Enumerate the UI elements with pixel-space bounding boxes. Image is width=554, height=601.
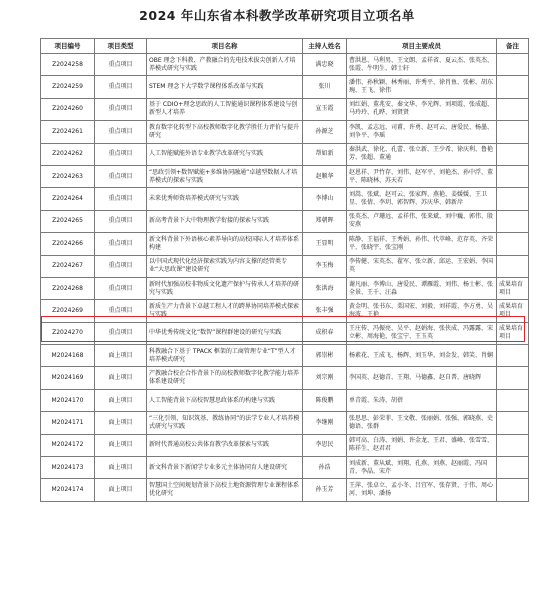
- cell-note: 成果培育项目: [497, 322, 529, 344]
- cell-num: Z2024261: [41, 121, 95, 143]
- column-header: 项目名称: [147, 39, 303, 54]
- project-table: [40, 38, 529, 502]
- cell-name: 新文科背景下新闻学专业多元主体协同育人建设研究: [147, 457, 303, 479]
- cell-note: [497, 233, 529, 255]
- table-row: [41, 165, 529, 187]
- cell-host: 孙玉芳: [303, 479, 347, 501]
- cell-num: M2024173: [41, 457, 95, 479]
- cell-name: “三化引领、知识筑基、教练协同”的法学专业人才培养模式研究与实践: [147, 412, 303, 434]
- table-row: [41, 367, 529, 389]
- cell-host: 李继刚: [303, 412, 347, 434]
- cell-host: 满忠晓: [303, 54, 347, 76]
- column-header: 备注: [497, 39, 529, 54]
- cell-name: 新时代加强高校非物质文化遗产保护与传承人才培养的研究与实践: [147, 277, 303, 299]
- cell-name: 人工智能赋能外语专业教学改革研究与实践: [147, 143, 303, 165]
- cell-num: Z2024267: [41, 255, 95, 277]
- cell-note: [497, 457, 529, 479]
- cell-host: 李思民: [303, 434, 347, 456]
- cell-host: 李博山: [303, 188, 347, 210]
- cell-note: [497, 76, 529, 98]
- cell-name: 新质生产力背景下卓越工程人才的跨界协同培养模式探索与实践: [147, 300, 303, 322]
- cell-name: 教育数字化转型下高校教师数字化教学胜任力评价与提升研究: [147, 121, 303, 143]
- cell-type: 重点项目: [95, 255, 147, 277]
- cell-name: OBE 理念下科教、产教融合的先电技术拔尖创新人才培养模式研究与实践: [147, 54, 303, 76]
- table-row: [41, 389, 529, 411]
- cell-members: 赵恩祥、尹竹存、刘伟、赵军平、刘艳杰、孙中浮、董平、陈晓林、苏天若: [347, 165, 497, 187]
- column-header: 项目主要成员: [347, 39, 497, 54]
- cell-note: [497, 188, 529, 210]
- cell-num: M2024174: [41, 479, 95, 501]
- cell-members: 杨素花、王成飞、杨辉、刘玉华、刘金发、韩笑、肖娴: [347, 345, 497, 367]
- cell-num: Z2024270: [41, 322, 95, 344]
- cell-note: 成果培育项目: [497, 277, 529, 299]
- document-title: 2024 年山东省本科教学改革研究项目立项名单: [139, 8, 415, 23]
- cell-name: 中华优秀传统文化“数智”课程群建设的研究与实践: [147, 322, 303, 344]
- highlight-box: [41, 316, 525, 342]
- cell-note: [497, 121, 529, 143]
- cell-members: 刘红娟、董兆安、秦文华、李光辉、刘项霞、张成超、马玲玲、孔晔、刘贤贤: [347, 98, 497, 120]
- cell-host: 成积春: [303, 322, 347, 344]
- column-header: 主持人姓名: [303, 39, 347, 54]
- cell-name: 产教融合校企合作背景下的高校教师数字化教学能力培养体系建设研究: [147, 367, 303, 389]
- cell-type: 面上项目: [95, 479, 147, 501]
- cell-note: [497, 210, 529, 232]
- cell-num: Z2024263: [41, 165, 95, 187]
- table-row: [41, 121, 529, 143]
- cell-members: 李凯、孟志远、司甫、许勇、赵可云、唐爱民、杨墨、刘争平、李瑶: [347, 121, 497, 143]
- table-row: [41, 412, 529, 434]
- cell-name: 基于 CDIO+理念思政的人工智能通识课程体系建设与创新型人才培养: [147, 98, 303, 120]
- cell-note: [497, 165, 529, 187]
- column-header: 项目类型: [95, 39, 147, 54]
- cell-host: 郭崇彬: [303, 345, 347, 367]
- table-row: [41, 98, 529, 120]
- cell-num: Z2024268: [41, 277, 95, 299]
- cell-note: [497, 345, 529, 367]
- cell-host: 刘宗刚: [303, 367, 347, 389]
- table-header-row: [41, 39, 529, 54]
- cell-note: [497, 255, 529, 277]
- cell-host: 张丰强: [303, 300, 347, 322]
- table-row: [41, 457, 529, 479]
- cell-note: [497, 479, 529, 501]
- cell-host: 孙浩: [303, 457, 347, 479]
- cell-name: 以中国式现代化经济探索实践为内容支撑的经管类专业“大思政课”建设研究: [147, 255, 303, 277]
- cell-note: [497, 389, 529, 411]
- table-row: [41, 210, 529, 232]
- cell-type: 重点项目: [95, 188, 147, 210]
- cell-note: [497, 367, 529, 389]
- cell-host: 李玉梅: [303, 255, 347, 277]
- cell-note: [497, 143, 529, 165]
- cell-type: 重点项目: [95, 300, 147, 322]
- cell-type: 重点项目: [95, 322, 147, 344]
- cell-host: 帮如新: [303, 143, 347, 165]
- cell-members: 黄金明、张书东、栗国宏、刘毅、刘祥霞、李方勇、吴海波、王艳: [347, 300, 497, 322]
- cell-members: 王庄传、冯振亮、吴平、赵娟海、张侠成、冯露露、宋立彬、周海艳、张宝宁、王玉英: [347, 322, 497, 344]
- cell-members: 韩可高、白涛、刘娟、许金龙、王君、盛峰、张雪雪、陈祥生、赵君君: [347, 434, 497, 456]
- cell-name: 未来优秀师资培养模式研究与实践: [147, 188, 303, 210]
- column-header: 项目编号: [41, 39, 95, 54]
- cell-host: 陈俊鹏: [303, 389, 347, 411]
- cell-num: Z2024260: [41, 98, 95, 120]
- cell-members: 秦洪武、徐化、孔蕾、张立新、王少希、徐庆利、鲁艳芳、张超、董通: [347, 143, 497, 165]
- cell-name: 新文科背景下外语核心素养导向的高校国际人才培养体系构建: [147, 233, 303, 255]
- cell-num: Z2024266: [41, 233, 95, 255]
- cell-type: 重点项目: [95, 98, 147, 120]
- table-row: [41, 255, 529, 277]
- table-row: [41, 143, 529, 165]
- cell-host: 张洪海: [303, 277, 347, 299]
- cell-name: 人工智能背景下高校智慧思政体系的构建与实践: [147, 389, 303, 411]
- cell-type: 面上项目: [95, 367, 147, 389]
- cell-type: 重点项目: [95, 54, 147, 76]
- cell-host: 郑朝晖: [303, 210, 347, 232]
- cell-type: 重点项目: [95, 143, 147, 165]
- cell-num: M2024168: [41, 345, 95, 367]
- cell-type: 重点项目: [95, 165, 147, 187]
- cell-note: [497, 434, 529, 456]
- cell-members: 谢凡丽、李博山、唐爱民、谭雁霞、刘伟、杨士彬、张全景、王千、汪淼: [347, 277, 497, 299]
- cell-type: 重点项目: [95, 210, 147, 232]
- cell-members: 曹洪恩、马利男、王文朗、孟祥省、夏云杰、张英杰、张霞、牛明生、韩士轩: [347, 54, 497, 76]
- table-row: [41, 233, 529, 255]
- cell-host: 孙源芝: [303, 121, 347, 143]
- cell-type: 面上项目: [95, 434, 147, 456]
- table-row: [41, 434, 529, 456]
- table-row: [41, 479, 529, 501]
- cell-host: 赵顺华: [303, 165, 347, 187]
- cell-members: 潘伟、孙秋颖、林秀丽、许秀平、徐肖鱼、张彬、胡东琬、王飞、徐伟: [347, 76, 497, 98]
- cell-members: 陈静、王福祥、王秀娟、孙伟、代萃峰、范存英、齐荣平、张晓宇、张宝刚: [347, 233, 497, 255]
- cell-note: [497, 98, 529, 120]
- cell-name: 新时代普通高校公共体育教学改革探索与实践: [147, 434, 303, 456]
- cell-members: 刘成新、董从斌、刘翔、孔燕、刘燕、赵丽霞、冯国青、李晶、宋芹: [347, 457, 497, 479]
- cell-host: 宣玉霞: [303, 98, 347, 120]
- table-row: [41, 54, 529, 76]
- cell-members: 李传健、宋英杰、翟军、张立新、邱运、王宏娟、李国英: [347, 255, 497, 277]
- table-row: [41, 345, 529, 367]
- cell-members: 单青霞、朱涛、胡蓓: [347, 389, 497, 411]
- cell-num: Z2024262: [41, 143, 95, 165]
- cell-type: 面上项目: [95, 389, 147, 411]
- cell-num: M2024170: [41, 389, 95, 411]
- cell-name: 智慧国土空间规划背景下高校土地资源管理专业课程体系优化研究: [147, 479, 303, 501]
- cell-type: 面上项目: [95, 345, 147, 367]
- cell-num: M2024171: [41, 412, 95, 434]
- cell-type: 面上项目: [95, 457, 147, 479]
- cell-num: Z2024265: [41, 210, 95, 232]
- cell-num: Z2024259: [41, 76, 95, 98]
- cell-name: 科教融合下基于 TPACK 框架的工商管理专业“T”型人才培养模式研究: [147, 345, 303, 367]
- cell-host: 王显明: [303, 233, 347, 255]
- table-row: [41, 76, 529, 98]
- cell-members: 张思思、彭荣菲、王文敬、张丽娟、张强、郭晓燕、史德语、张群: [347, 412, 497, 434]
- cell-name: “思政引领+数智赋能+多维协同融通”卓越型数据人才培养模式的探索与实践: [147, 165, 303, 187]
- cell-members: 张英杰、卢珊远、孟祥伟、张来斌、刘中巍、郭伟、殷安燕: [347, 210, 497, 232]
- cell-members: 刘嵩、张斌、赵可云、张家辉、燕艳、姜媛媛、王卫星、张倩、李玥、郭智辉、苏庆华、韩新岸: [347, 188, 497, 210]
- cell-type: 重点项目: [95, 233, 147, 255]
- cell-note: [497, 412, 529, 434]
- cell-type: 重点项目: [95, 121, 147, 143]
- cell-num: Z2024264: [41, 188, 95, 210]
- cell-host: 张川: [303, 76, 347, 98]
- cell-name: 新高考背景下大中物理教学衔接的探索与实践: [147, 210, 303, 232]
- cell-members: 李国英、赵德青、王翔、马德鑫、赵自普、唐晓辉: [347, 367, 497, 389]
- cell-type: 重点项目: [95, 76, 147, 98]
- table-row: [41, 277, 529, 299]
- table-row: [41, 188, 529, 210]
- cell-type: 面上项目: [95, 412, 147, 434]
- cell-num: M2024172: [41, 434, 95, 456]
- cell-note: 成果培育项目: [497, 300, 529, 322]
- cell-type: 重点项目: [95, 277, 147, 299]
- cell-num: M2024169: [41, 367, 95, 389]
- cell-note: [497, 54, 529, 76]
- cell-members: 王萍、张卓立、孟小冬、吕宜军、张存贤、于伟、周心河、刘坤、潘扬: [347, 479, 497, 501]
- cell-num: Z2024269: [41, 300, 95, 322]
- cell-num: Z2024258: [41, 54, 95, 76]
- cell-name: STEM 理念下大学数学课程体系改革与实践: [147, 76, 303, 98]
